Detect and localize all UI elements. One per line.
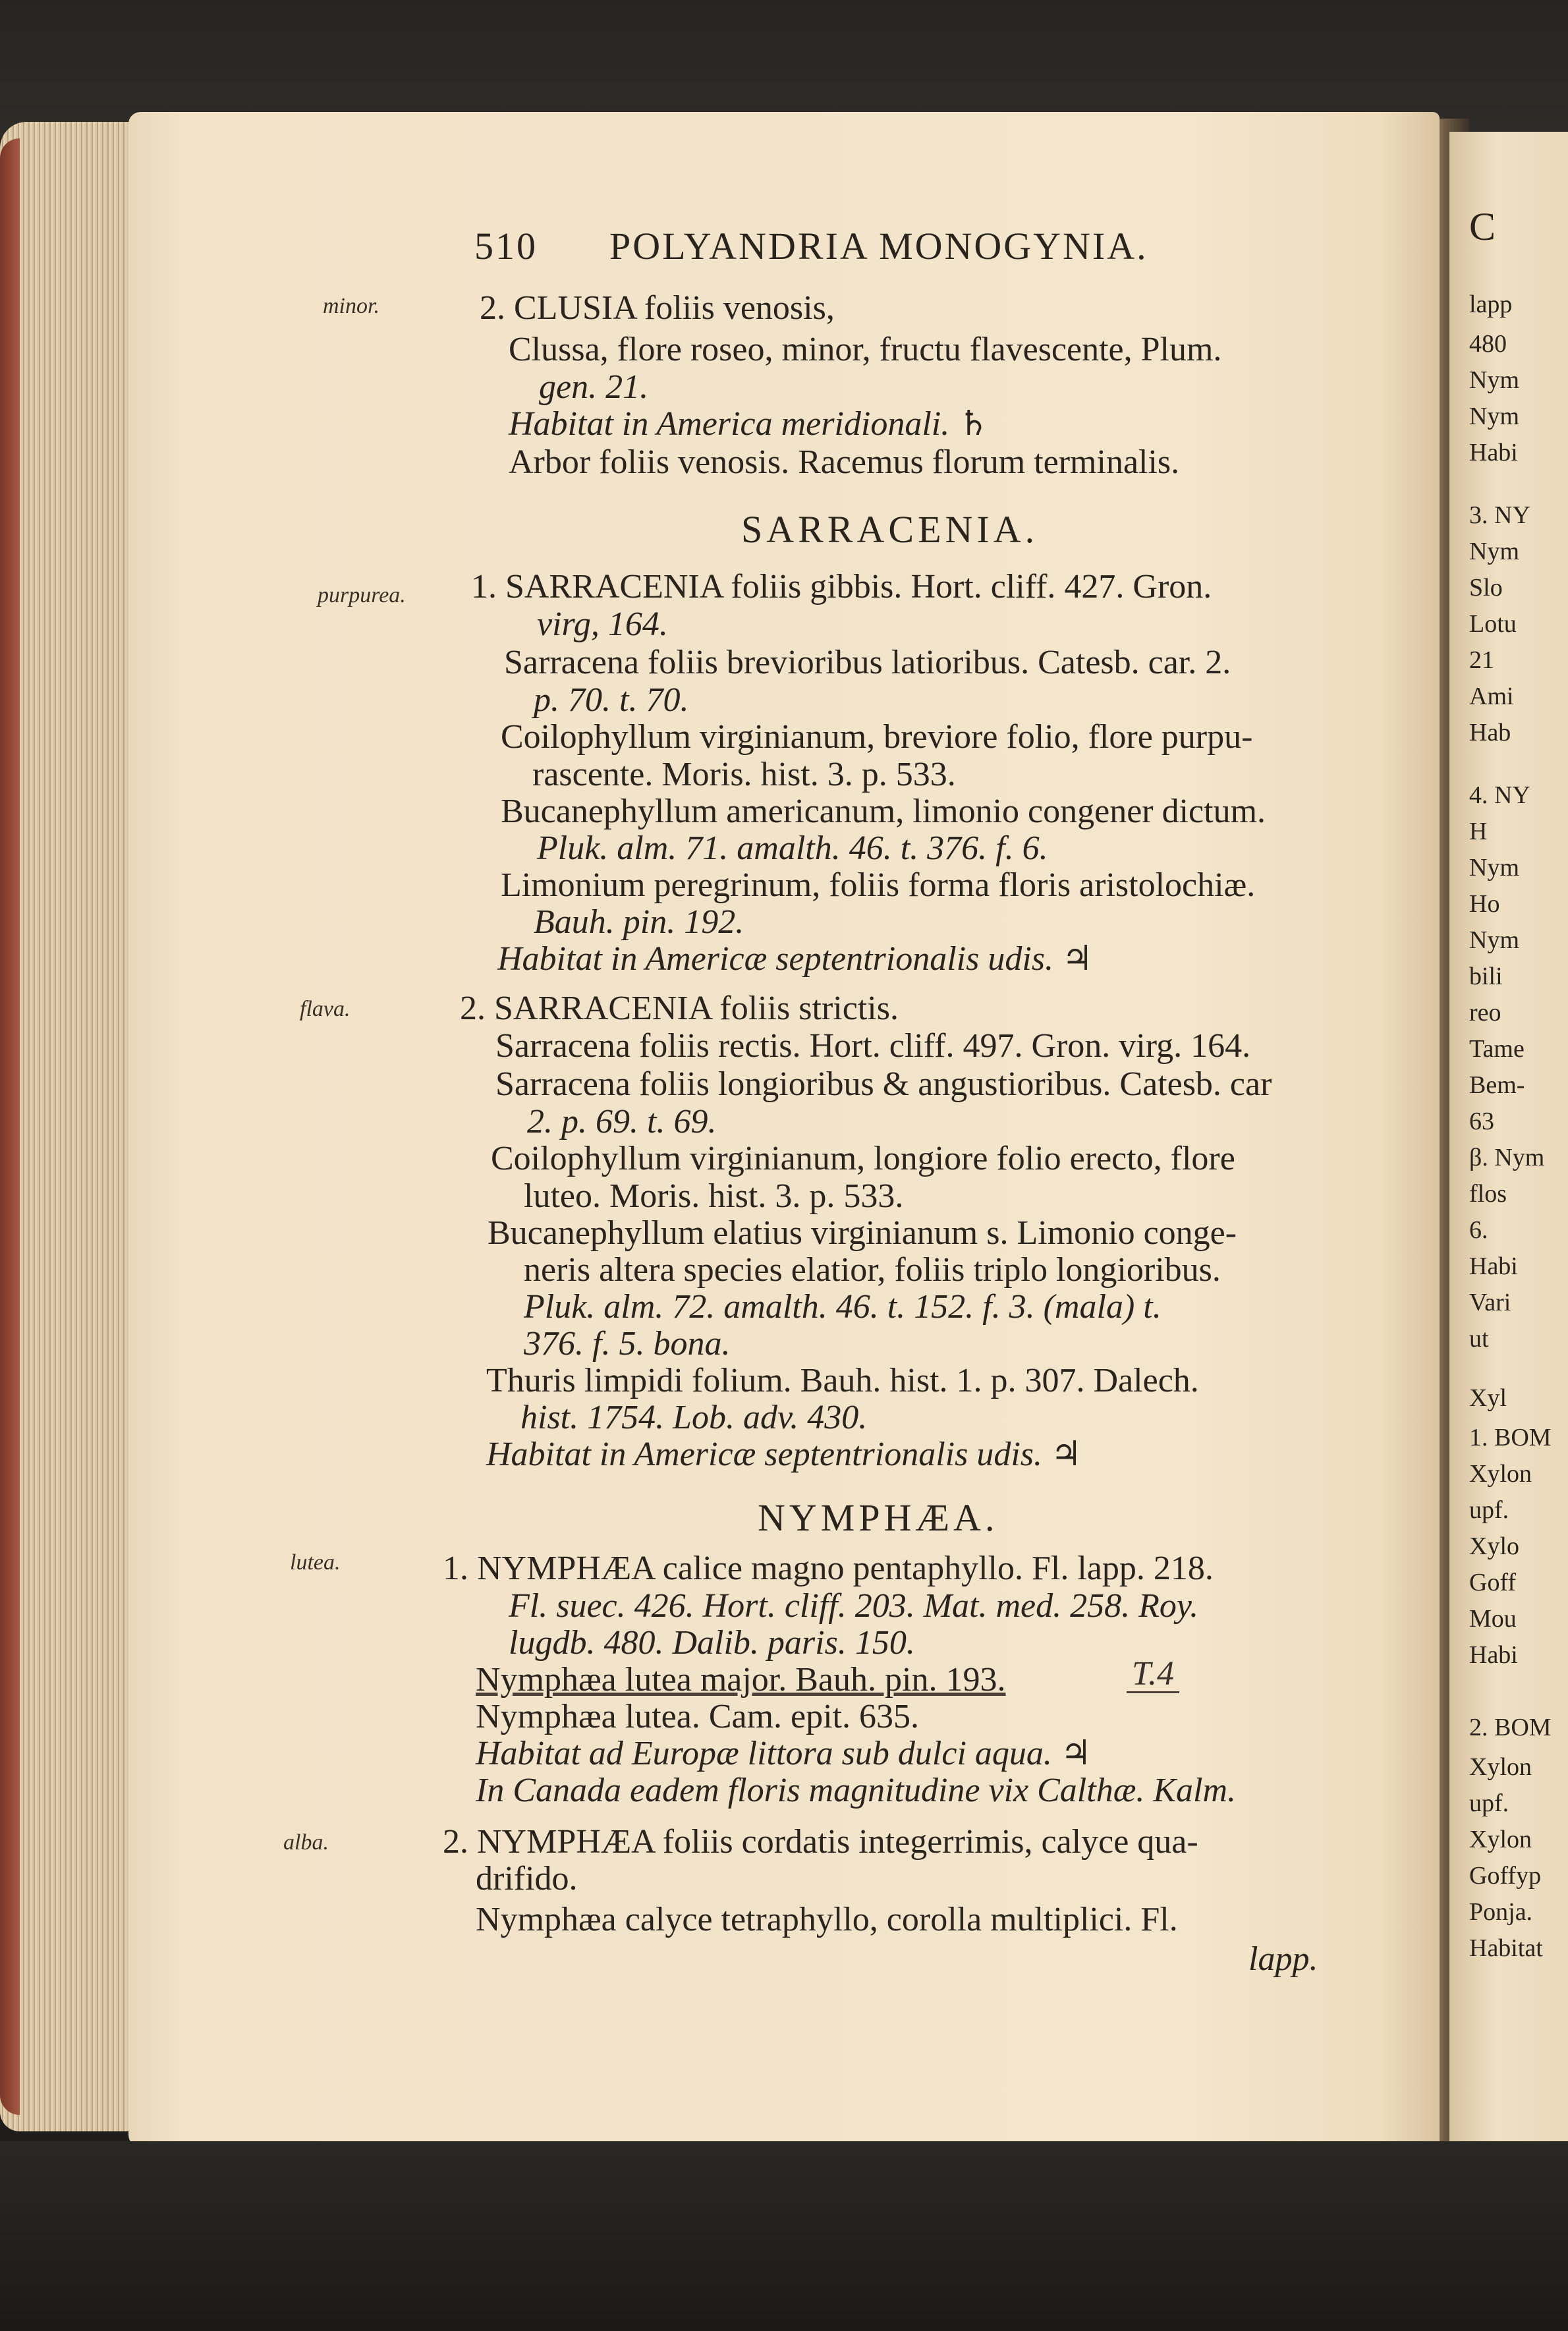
entry-line: Limonium peregrinum, foliis forma floris aristolochiæ. bbox=[501, 866, 1256, 904]
fragment-line: 21 bbox=[1469, 646, 1494, 674]
fragment-line: 6. bbox=[1469, 1216, 1488, 1244]
fragment-line: Xylon bbox=[1469, 1753, 1532, 1781]
fragment-line: C bbox=[1469, 205, 1496, 248]
next-page-fragment bbox=[1449, 132, 1568, 2154]
entry-line: 2. SARRACENIA foliis strictis. bbox=[460, 990, 899, 1027]
fragment-line: upf. bbox=[1469, 1789, 1509, 1817]
fragment-line: Nym bbox=[1469, 854, 1519, 882]
fragment-line: Bem- bbox=[1469, 1071, 1525, 1099]
entry-line: lugdb. 480. Dalib. paris. 150. bbox=[509, 1624, 915, 1662]
margin-note: lutea. bbox=[290, 1550, 341, 1575]
fragment-line: flos bbox=[1469, 1180, 1507, 1208]
section-title: NYMPHÆA. bbox=[758, 1496, 999, 1539]
margin-note: minor. bbox=[323, 294, 379, 318]
entry-line: 2. p. 69. t. 69. bbox=[527, 1103, 717, 1140]
fragment-line: ut bbox=[1469, 1325, 1489, 1353]
entry-line: Sarracena foliis longioribus & angustioribus. Catesb. car bbox=[495, 1065, 1272, 1103]
entry-line: Nymphæa calyce tetraphyllo, corolla multiplici. Fl. bbox=[476, 1901, 1178, 1938]
entry-line: Habitat in America meridionali. ♄ bbox=[509, 405, 989, 443]
fragment-line: Vari bbox=[1469, 1289, 1511, 1316]
fragment-line: Habi bbox=[1469, 1641, 1518, 1669]
entry-line: drifido. bbox=[476, 1860, 578, 1897]
fragment-line: Xylo bbox=[1469, 1532, 1519, 1560]
entry-line: 2. NYMPHÆA foliis cordatis integerrimis, calyce qua- bbox=[443, 1823, 1198, 1861]
entry-line: 1. NYMPHÆA calice magno pentaphyllo. Fl. lapp. 218. bbox=[443, 1550, 1214, 1587]
fragment-line: Mou bbox=[1469, 1605, 1517, 1633]
entry-line: Clussa, flore roseo, minor, fructu flavescente, Plum. bbox=[509, 331, 1222, 368]
entry-line: Habitat ad Europæ littora sub dulci aqua. ♃ bbox=[476, 1735, 1092, 1772]
fragment-line: upf. bbox=[1469, 1496, 1509, 1524]
margin-note: flava. bbox=[300, 997, 350, 1021]
fragment-line: 2. BOM bbox=[1469, 1714, 1552, 1741]
page-edges bbox=[0, 122, 148, 2131]
fragment-line: Nym bbox=[1469, 366, 1519, 394]
fragment-line: Tame bbox=[1469, 1035, 1525, 1063]
entry-line: In Canada eadem floris magnitudine vix Calthæ. Kalm. bbox=[476, 1772, 1237, 1809]
fragment-line: 63 bbox=[1469, 1108, 1494, 1135]
fragment-line: Hab bbox=[1469, 719, 1511, 746]
fragment-line: Xylon bbox=[1469, 1460, 1532, 1488]
fragment-line: Slo bbox=[1469, 574, 1503, 602]
entry-line: Bucanephyllum americanum, limonio congener dictum. bbox=[501, 793, 1266, 830]
entry-line: lapp. bbox=[1248, 1940, 1318, 1978]
fragment-line: Ponja. bbox=[1469, 1898, 1533, 1926]
fragment-line: Ami bbox=[1469, 683, 1514, 710]
red-edge bbox=[0, 138, 20, 2115]
fragment-line: Habi bbox=[1469, 1252, 1518, 1280]
fragment-line: Nym bbox=[1469, 538, 1519, 565]
background-bottom bbox=[0, 2141, 1568, 2331]
fragment-line: lapp bbox=[1469, 291, 1513, 318]
entry-line: Habitat in Americæ septentrionalis udis. ♃ bbox=[497, 940, 1093, 978]
entry-line: Nymphæa lutea major. Bauh. pin. 193. bbox=[476, 1661, 1006, 1699]
entry-line: 1. SARRACENIA foliis gibbis. Hort. cliff. 427. Gron. bbox=[471, 568, 1212, 605]
entry-line: Pluk. alm. 71. amalth. 46. t. 376. f. 6. bbox=[537, 829, 1048, 867]
entry-line: p. 70. t. 70. bbox=[534, 681, 689, 719]
entry-line: virg, 164. bbox=[537, 605, 668, 643]
entry-line: Nymphæa lutea. Cam. epit. 635. bbox=[476, 1698, 920, 1735]
fragment-line: Nym bbox=[1469, 403, 1519, 430]
fragment-line: 1. BOM bbox=[1469, 1424, 1552, 1451]
running-title: POLYANDRIA MONOGYNIA. bbox=[609, 225, 1148, 267]
fragment-line: Ho bbox=[1469, 890, 1500, 918]
page-number: 510 bbox=[474, 225, 538, 267]
entry-line: gen. 21. bbox=[539, 368, 649, 406]
entry-line: Bauh. pin. 192. bbox=[534, 903, 744, 941]
entry-line: Fl. suec. 426. Hort. cliff. 203. Mat. med. 258. Roy. bbox=[509, 1587, 1199, 1625]
entry-line: luteo. Moris. hist. 3. p. 533. bbox=[524, 1177, 904, 1215]
entry-line: Arbor foliis venosis. Racemus florum terminalis. bbox=[509, 443, 1180, 481]
entry-line: Sarracena foliis rectis. Hort. cliff. 497. Gron. virg. 164. bbox=[495, 1027, 1251, 1065]
fragment-line: Nym bbox=[1469, 926, 1519, 954]
entry-line: hist. 1754. Lob. adv. 430. bbox=[520, 1399, 868, 1436]
fragment-line: Goff bbox=[1469, 1569, 1517, 1596]
handwritten-annotation: T.4 bbox=[1127, 1657, 1179, 1693]
entry-line: Coilophyllum virginianum, breviore folio, flore purpu- bbox=[501, 718, 1253, 756]
fragment-line: Habi bbox=[1469, 439, 1518, 466]
fragment-line: reo bbox=[1469, 999, 1501, 1026]
fragment-line: Lotu bbox=[1469, 610, 1517, 638]
entry-line: rascente. Moris. hist. 3. p. 533. bbox=[532, 756, 956, 793]
margin-note: purpurea. bbox=[318, 583, 406, 607]
margin-note: alba. bbox=[283, 1830, 329, 1855]
entry-line: Coilophyllum virginianum, longiore folio erecto, flore bbox=[491, 1140, 1235, 1177]
fragment-line: 4. NY bbox=[1469, 781, 1530, 809]
fragment-line: 3. NY bbox=[1469, 501, 1530, 529]
entry-line: neris altera species elatior, foliis triplo longioribus. bbox=[524, 1251, 1221, 1289]
fragment-line: β. Nym bbox=[1469, 1144, 1545, 1171]
fragment-line: Xylon bbox=[1469, 1826, 1532, 1853]
fragment-line: Goffyp bbox=[1469, 1862, 1542, 1890]
fragment-line: 480 bbox=[1469, 330, 1507, 358]
fragment-line: Habitat bbox=[1469, 1934, 1543, 1962]
fragment-line: Xyl bbox=[1469, 1384, 1507, 1412]
entry-line: Sarracena foliis brevioribus latioribus. Catesb. car. 2. bbox=[504, 644, 1231, 681]
entry-line: Bucanephyllum elatius virginianum s. Limonio conge- bbox=[488, 1214, 1237, 1252]
section-title: SARRACENIA. bbox=[741, 508, 1039, 551]
entry-line: Habitat in Americæ septentrionalis udis. ♃ bbox=[486, 1436, 1082, 1473]
entry-line: Thuris limpidi folium. Bauh. hist. 1. p. 307. Dalech. bbox=[486, 1362, 1199, 1399]
entry-line: Pluk. alm. 72. amalth. 46. t. 152. f. 3. (mala) t. bbox=[524, 1288, 1162, 1326]
fragment-line: H bbox=[1469, 818, 1488, 845]
fragment-line: bili bbox=[1469, 963, 1503, 990]
entry-line: 2. CLUSIA foliis venosis, bbox=[480, 289, 835, 327]
entry-line: 376. f. 5. bona. bbox=[524, 1325, 731, 1362]
